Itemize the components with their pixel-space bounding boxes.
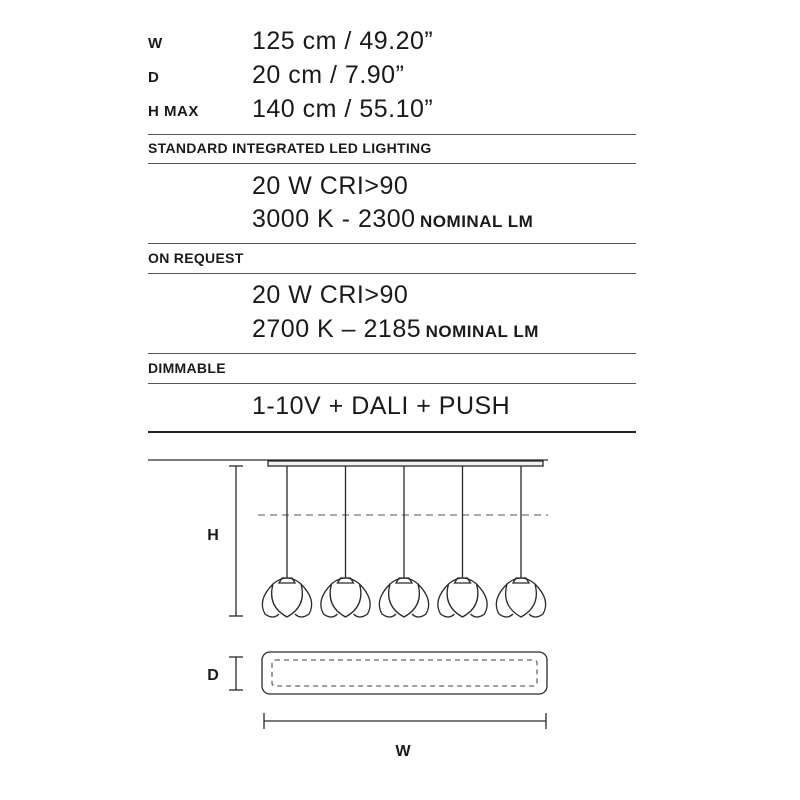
pendant-lamp [262, 466, 311, 617]
dimmable-heading: DIMMABLE [148, 360, 226, 376]
width-label: W [395, 743, 411, 760]
pendant-cap [455, 578, 471, 583]
pendant-petal-left [262, 584, 279, 617]
dim-value-w: 125 cm / 49.20” [252, 27, 434, 55]
top-view-inner-outline [272, 660, 537, 686]
pendant-petal-left [496, 584, 513, 617]
pendant-globe [447, 578, 478, 617]
dim-label-d: D [148, 69, 160, 86]
on-request-power: 20 W CRI>90 [252, 281, 409, 309]
ceiling-canopy [268, 461, 543, 466]
standard-lumen-unit: NOMINAL LM [420, 212, 534, 231]
dim-label-h-max: H MAX [148, 103, 199, 120]
pendant-lamp [379, 466, 428, 617]
pendant-petal-left [321, 584, 338, 617]
pendant-cap [338, 578, 354, 583]
pendant-cap [513, 578, 529, 583]
pendant-petal-right [354, 584, 371, 617]
height-label: H [207, 527, 219, 544]
pendant-lamp [496, 466, 545, 617]
pendant-group [262, 466, 545, 617]
pendant-lamp [321, 466, 370, 617]
pendant-petal-right [412, 584, 429, 617]
dim-value-h-max: 140 cm / 55.10” [252, 95, 434, 123]
depth-label: D [207, 667, 219, 684]
on-request-heading: ON REQUEST [148, 250, 244, 266]
pendant-globe [272, 578, 303, 617]
pendant-petal-right [295, 584, 312, 617]
pendant-petal-right [471, 584, 488, 617]
standard-power: 20 W CRI>90 [252, 172, 409, 200]
pendant-petal-left [379, 584, 396, 617]
on-request-temperature: 2700 K – 2185 [252, 315, 422, 343]
pendant-cap [279, 578, 295, 583]
pendant-cap [396, 578, 412, 583]
pendant-globe [389, 578, 420, 617]
pendant-petal-right [529, 584, 546, 617]
pendant-globe [506, 578, 537, 617]
dim-label-w: W [148, 35, 163, 52]
on-request-lumen-unit: NOMINAL LM [425, 322, 539, 341]
dimmable-value: 1-10V + DALI + PUSH [252, 392, 511, 420]
standard-temperature: 3000 K - 2300 [252, 205, 416, 233]
dim-value-d: 20 cm / 7.90” [252, 61, 405, 89]
top-view-body [262, 652, 547, 694]
standard-heading: STANDARD INTEGRATED LED LIGHTING [148, 140, 432, 156]
pendant-globe [330, 578, 361, 617]
pendant-lamp [438, 466, 487, 617]
pendant-petal-left [438, 584, 455, 617]
